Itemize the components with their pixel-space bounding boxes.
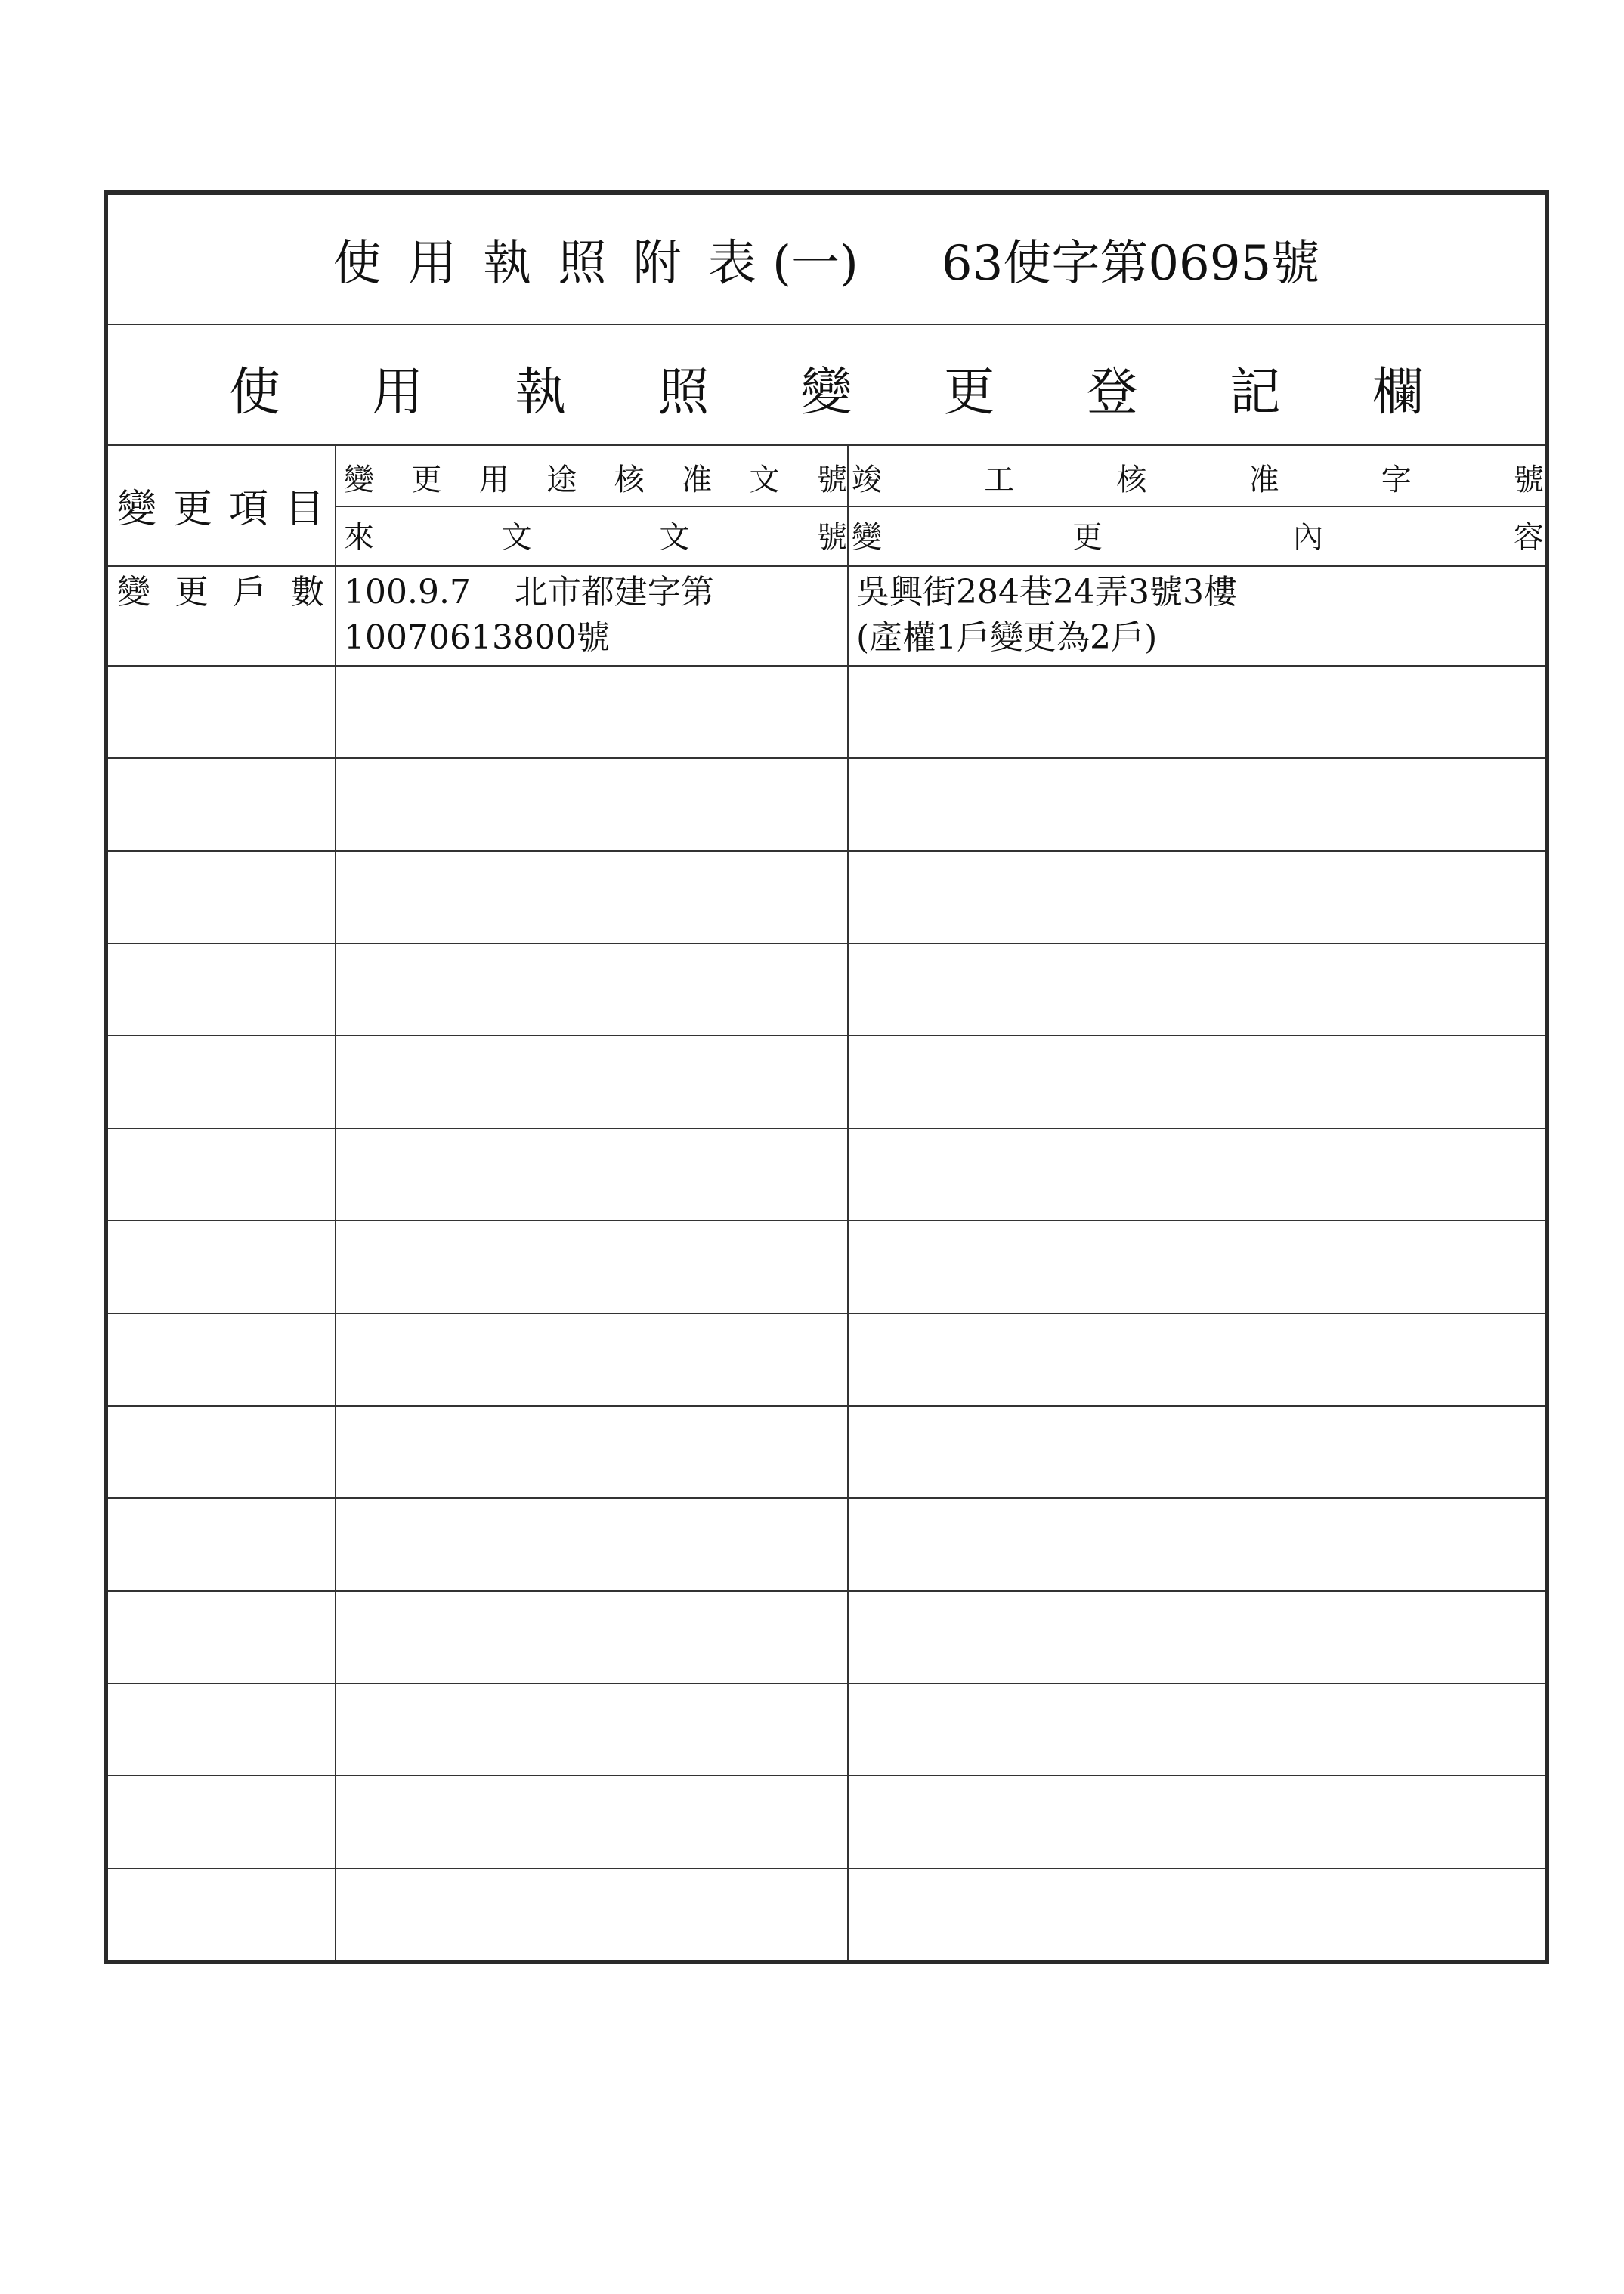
header-char: 核 <box>614 462 645 497</box>
header-char: 項 <box>228 486 268 532</box>
header-char: 途 <box>546 462 577 497</box>
row-change-content <box>856 570 1536 661</box>
header-completion-number <box>852 450 1544 503</box>
column-divider-2 <box>847 444 849 1960</box>
subtitle-char: 執 <box>515 362 567 423</box>
header-subdivider <box>336 506 1545 507</box>
form-title <box>108 195 1545 324</box>
item-char: 數 <box>290 573 324 611</box>
item-char: 更 <box>175 573 209 611</box>
document-number-line1: 100.9.7 北市都建字第 <box>344 573 714 611</box>
row-divider <box>108 1590 1545 1592</box>
header-bottom-divider <box>108 565 1545 567</box>
row-divider <box>108 1497 1545 1499</box>
header-char: 號 <box>1513 462 1544 497</box>
change-content-line1: 吳興街284巷24弄3號3樓 <box>856 573 1237 611</box>
header-char: 文 <box>501 519 532 555</box>
header-char: 號 <box>816 462 847 497</box>
row-document-number <box>344 570 843 661</box>
subtitle-divider <box>108 444 1545 446</box>
header-char: 變 <box>344 462 374 497</box>
header-char: 變 <box>117 486 157 532</box>
subtitle-char: 用 <box>372 362 424 423</box>
form-title-paren: (一) <box>772 236 858 292</box>
row-divider <box>108 1775 1545 1776</box>
row-change-item <box>117 570 324 615</box>
header-char: 文 <box>749 462 780 497</box>
item-char: 變 <box>117 573 150 611</box>
row-divider <box>108 1035 1545 1036</box>
header-approval-number <box>344 450 847 503</box>
row-divider <box>108 665 1545 667</box>
license-number: 63使字第0695號 <box>941 236 1320 292</box>
row-divider <box>108 1868 1545 1869</box>
subtitle-char: 變 <box>800 362 852 423</box>
header-change-content <box>852 508 1544 561</box>
document-number-line2: 10070613800號 <box>344 618 610 657</box>
header-char: 號 <box>816 519 847 555</box>
header-char: 准 <box>1248 462 1279 497</box>
subtitle-char: 記 <box>1229 362 1281 423</box>
row-divider <box>108 757 1545 759</box>
header-char: 目 <box>284 486 324 532</box>
row-divider <box>108 1405 1545 1407</box>
header-char: 更 <box>172 486 212 532</box>
subtitle-char: 更 <box>943 362 995 423</box>
subtitle-char: 使 <box>229 362 281 423</box>
header-char: 核 <box>1116 462 1147 497</box>
title-divider <box>108 324 1545 325</box>
subtitle-char: 照 <box>657 362 710 423</box>
header-char: 來 <box>344 519 374 555</box>
row-divider <box>108 1220 1545 1221</box>
header-char: 變 <box>852 519 882 555</box>
header-char: 竣 <box>852 462 882 497</box>
header-incoming-number <box>344 508 847 561</box>
subtitle-char: 登 <box>1086 362 1138 423</box>
item-char: 戶 <box>233 573 267 611</box>
header-char: 更 <box>411 462 442 497</box>
subtitle-char: 欄 <box>1372 362 1424 423</box>
header-char: 內 <box>1293 519 1323 555</box>
form-title-main: 使用執照附表 <box>333 236 783 292</box>
header-char: 准 <box>682 462 713 497</box>
header-char: 字 <box>1381 462 1412 497</box>
header-char: 用 <box>478 462 509 497</box>
column-divider-1 <box>335 444 336 1960</box>
change-content-line2: (產權1戶變更為2戶) <box>856 618 1158 657</box>
header-char: 容 <box>1514 519 1544 555</box>
row-divider <box>108 943 1545 944</box>
row-divider <box>108 1313 1545 1314</box>
header-change-item <box>117 478 324 531</box>
header-char: 更 <box>1072 519 1103 555</box>
row-divider <box>108 850 1545 852</box>
header-char: 工 <box>984 462 1015 497</box>
form-subtitle <box>229 346 1424 429</box>
header-char: 文 <box>659 519 690 555</box>
row-divider <box>108 1683 1545 1684</box>
row-divider <box>108 1128 1545 1129</box>
license-change-form <box>104 190 1549 1964</box>
